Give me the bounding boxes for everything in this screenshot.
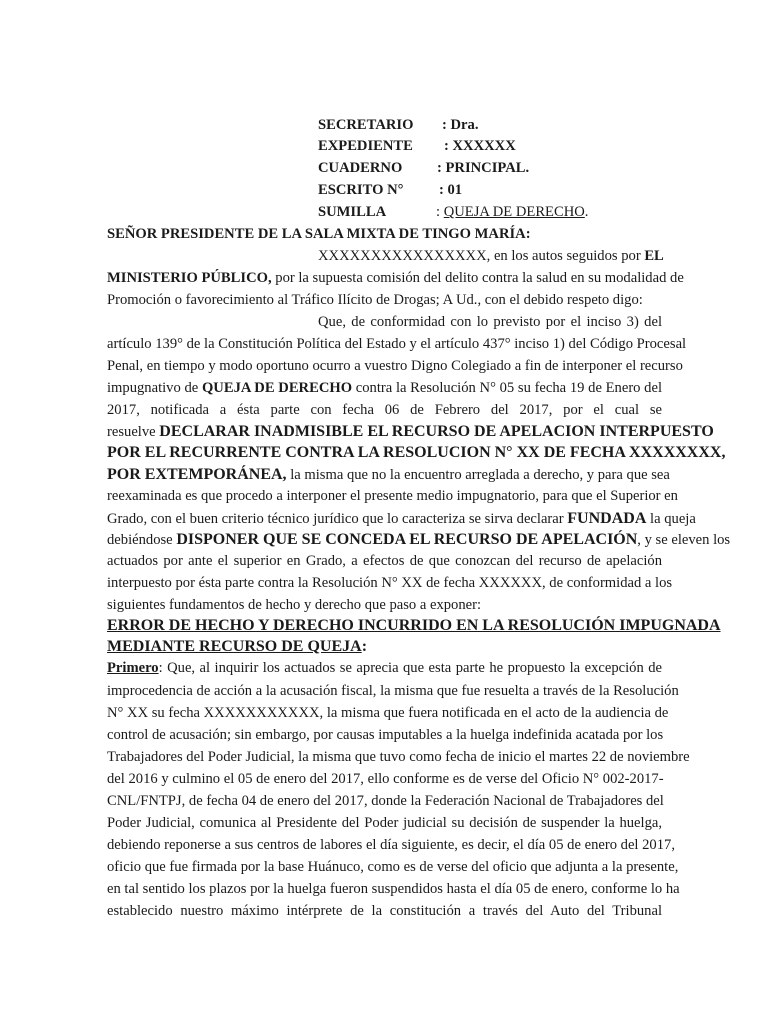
sumilla-period: . — [584, 204, 589, 220]
secretario-label: SECRETARIO — [318, 117, 414, 133]
cuaderno-label: CUADERNO — [318, 160, 403, 176]
primero-line-2: improcedencia de acción a la acusación fiscal, la misma que fue resuelta a través de la Resolución — [107, 683, 679, 699]
primero-text: : Que, al inquirir los actuados se aprecia que esta parte he propuesto la excepción de — [158, 660, 662, 676]
primero-label: Primero — [107, 660, 159, 676]
expediente-label: EXPEDIENTE — [318, 138, 413, 154]
body-line-12: actuados por ante el superior en Grado, a efectos de que conozcan del recurso de apelación — [107, 553, 662, 569]
secretario-value: : Dra. — [442, 117, 479, 133]
intro-name: XXXXXXXXXXXXXXXX — [318, 248, 487, 264]
addressee: SEÑOR PRESIDENTE DE LA SALA MIXTA DE TINGO MARÍA: — [107, 226, 531, 242]
body-queja-bold: QUEJA DE DERECHO — [201, 380, 353, 396]
body-line-3: Penal, en tiempo y modo oportuno ocurro a vuestro Digno Colegiado a fin de interponer el recurso — [107, 358, 683, 374]
body-line-13: interpuesto por ésta parte contra la Resolución N° XX de fecha XXXXXX, de conformidad a los — [107, 575, 673, 591]
primero-line-9: debiendo reponerse a sus centros de labores el día siguiente, es decir, el día 05 de enero del 2017, — [107, 837, 675, 853]
header-expediente — [318, 138, 516, 155]
escrito-value: : 01 — [439, 182, 463, 198]
sumilla-value-wrap — [436, 204, 588, 221]
body-line-11 — [107, 531, 731, 549]
body-extemporanea-bold: POR EXTEMPORÁNEA, — [107, 466, 287, 483]
section-heading-2 — [107, 638, 662, 656]
body-line-14: siguientes fundamentos de hecho y derecho que paso a exponer: — [107, 597, 482, 613]
body-text: la queja — [646, 511, 696, 527]
sumilla-value: QUEJA DE DERECHO — [443, 204, 585, 220]
body-line-8 — [107, 466, 670, 484]
expediente-value: : XXXXXX — [444, 138, 516, 154]
body-text: resuelve — [107, 424, 160, 440]
intro-text: , en los autos seguidos por — [486, 248, 645, 264]
primero-line-7: CNL/FNTPJ, de fecha 04 de enero del 2017, donde la Federación Nacional de Trabajadores del — [107, 793, 664, 809]
section-heading-text: MEDIANTE RECURSO DE QUEJA — [107, 638, 362, 655]
body-line-10 — [107, 510, 696, 528]
intro-ministerio: MINISTERIO PÚBLICO, — [107, 270, 272, 286]
body-line-6 — [107, 423, 714, 441]
primero-line-6: del 2016 y culmino el 05 de enero del 2017, ello conforme es de verse del Oficio N° 002-2017- — [107, 771, 664, 787]
primero-line-11: en tal sentido los plazos por la huelga fueron suspendidos hasta el día 05 de enero, conforme lo ha — [107, 881, 680, 897]
primero-line-4: control de acusación; sin embargo, por causas imputables a la huelga indefinida acatada por los — [107, 727, 664, 743]
escrito-label: ESCRITO N° — [318, 182, 404, 198]
primero-line-12: establecido nuestro máximo intérprete de la constitución a través del Auto del Tribunal — [107, 903, 662, 919]
section-heading-colon: : — [361, 638, 368, 655]
primero-line-3: N° XX su fecha XXXXXXXXXXX, la misma que fuera notificada en el acto de la audiencia de — [107, 705, 669, 721]
body-text: contra la Resolución N° 05 su fecha 19 de Enero del — [352, 380, 662, 396]
body-text: , y se eleven los — [637, 532, 731, 548]
body-line-2: artículo 139° de la Constitución Política del Estado y el artículo 437° inciso 1) del Código Procesal — [107, 336, 687, 352]
header-escrito — [318, 182, 463, 199]
body-line-1: Que, de conformidad con lo previsto por el inciso 3) del — [318, 314, 662, 330]
body-declarar-bold: DECLARAR INADMISIBLE EL RECURSO DE APELACION INTERPUESTO — [159, 423, 714, 440]
primero-line-10: oficio que fue firmada por la base Huánuco, como es de verse del oficio que adjunta a la presente, — [107, 859, 679, 875]
primero-line-5: Trabajadores del Poder Judicial, la misma que tuvo como fecha de inicio el martes 22 de noviembre — [107, 749, 690, 765]
header-cuaderno — [318, 160, 530, 177]
body-fundada-bold: FUNDADA — [567, 510, 647, 527]
intro-line-2 — [107, 270, 684, 287]
intro-text-2: por la supuesta comisión del delito contra la salud en su modalidad de — [271, 270, 684, 286]
intro-line-1 — [318, 248, 662, 265]
body-line-5: 2017, notificada a ésta parte con fecha 06 de Febrero del 2017, por el cual se — [107, 402, 662, 418]
sumilla-label: SUMILLA — [318, 204, 387, 220]
body-line-9: reexaminada es que procedo a interponer el presente medio impugnatorio, para que el Superior en — [107, 488, 678, 504]
primero-line-1 — [107, 660, 662, 677]
body-text: debiéndose — [107, 532, 177, 548]
body-disponer-bold: DISPONER QUE SE CONCEDA EL RECURSO DE APELACIÓN — [176, 531, 638, 548]
header-sumilla — [318, 204, 589, 221]
body-text: la misma que no la encuentro arreglada a derecho, y para que sea — [286, 467, 670, 483]
intro-bold: EL — [644, 248, 664, 264]
primero-line-8: Poder Judicial, comunica al Presidente del Poder judicial su decisión de suspender la huelga, — [107, 815, 662, 831]
section-heading-1: ERROR DE HECHO Y DERECHO INCURRIDO EN LA RESOLUCIÓN IMPUGNADA — [107, 617, 721, 634]
body-text: impugnativo de — [107, 380, 202, 396]
header-secretario — [318, 117, 479, 134]
body-line-7: POR EL RECURRENTE CONTRA LA RESOLUCION N° XX DE FECHA XXXXXXXX, — [107, 444, 726, 461]
body-text: Grado, con el buen criterio técnico jurídico que lo caracteriza se sirva declarar — [107, 511, 568, 527]
intro-line-3: Promoción o favorecimiento al Tráfico Ilícito de Drogas; A Ud., con el debido respeto digo: — [107, 292, 643, 308]
sumilla-colon: : — [436, 204, 441, 220]
cuaderno-value: : PRINCIPAL. — [437, 160, 530, 176]
body-line-4 — [107, 380, 662, 397]
